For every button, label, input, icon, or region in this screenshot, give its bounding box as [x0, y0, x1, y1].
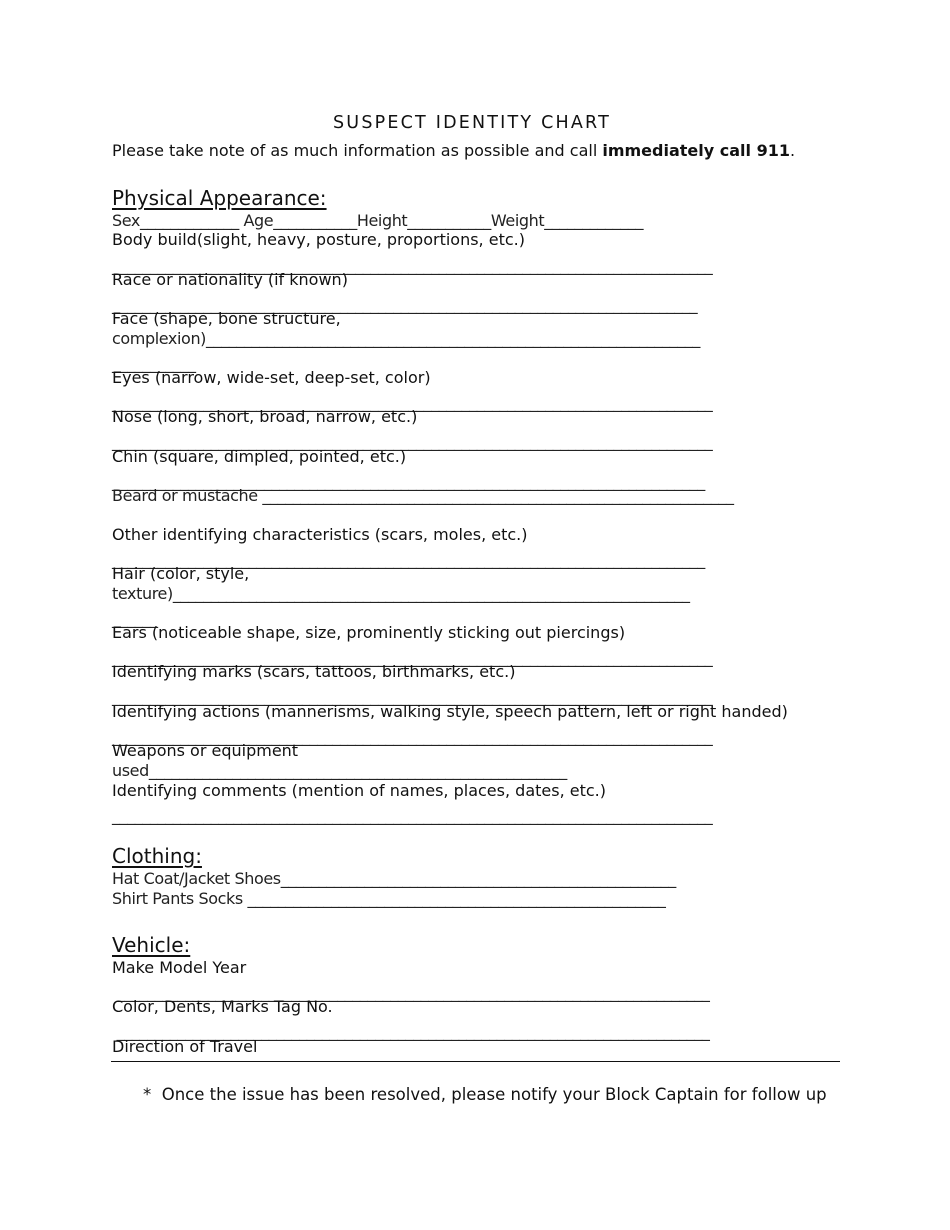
section-divider: [111, 1061, 840, 1062]
field-weapons-label: Weapons or equipment: [112, 741, 299, 760]
vehicle-field-2-line[interactable]: ______________________________________________________________________________: [112, 1022, 710, 1041]
physical-heading: Physical Appearance:: [112, 186, 327, 210]
page-title: SUSPECT IDENTITY CHART: [333, 113, 612, 133]
basics-field[interactable]: Sex_____________ Age___________Height___________Weight_____________: [112, 211, 644, 230]
field-hair-label: Hair (color, style,: [112, 564, 250, 583]
field-ears-line[interactable]: _______________________________________________________________________________: [112, 648, 713, 667]
clothing-line-1[interactable]: Hat Coat/Jacket Shoes____________________________________________________: [112, 869, 676, 888]
field-other-line[interactable]: ______________________________________________________________________________: [112, 550, 705, 569]
field-face-line[interactable]: ___________: [112, 354, 196, 373]
field-beard[interactable]: Beard or mustache ______________________________________________________________: [112, 486, 734, 505]
field-chin-label: Chin (square, dimpled, pointed, etc.): [112, 447, 407, 466]
field-face-label-2[interactable]: complexion)_________________________________________________________________: [112, 329, 701, 348]
field-marks-label: Identifying marks (scars, tattoos, birthmarks, etc.): [112, 662, 516, 681]
field-marks-line[interactable]: _______________________________________________________________________________: [112, 687, 713, 706]
field-body-build-line[interactable]: _______________________________________________________________________________: [112, 256, 713, 275]
field-hair-label-2[interactable]: texture)____________________________________________________________________: [112, 584, 690, 603]
field-ears-label: Ears (noticeable shape, size, prominently sticking out piercings): [112, 623, 626, 642]
field-race-line[interactable]: _____________________________________________________________________________: [112, 295, 698, 314]
field-actions-label: Identifying actions (mannerisms, walking style, speech pattern, left or right handed): [112, 702, 788, 721]
field-body-build-label: Body build(slight, heavy, posture, proportions, etc.): [112, 230, 525, 249]
field-chin-line[interactable]: ______________________________________________________________________________: [112, 472, 705, 491]
footer-note: * Once the issue has been resolved, please notify your Block Captain for follow up: [143, 1085, 827, 1104]
field-comments-line[interactable]: _______________________________________________________________________________: [112, 806, 713, 825]
vehicle-heading: Vehicle:: [112, 933, 191, 957]
clothing-heading: Clothing:: [112, 844, 202, 868]
field-hair-line[interactable]: ______: [112, 609, 158, 628]
vehicle-field-3-label: Direction of Travel: [112, 1037, 258, 1056]
field-comments-label: Identifying comments (mention of names, places, dates, etc.): [112, 781, 606, 800]
field-race-label: Race or nationality (if known): [112, 270, 348, 289]
field-actions-line[interactable]: _______________________________________________________________________________: [112, 727, 713, 746]
field-eyes-label: Eyes (narrow, wide-set, deep-set, color): [112, 368, 431, 387]
field-nose-label: Nose (long, short, broad, narrow, etc.): [112, 407, 418, 426]
intro-emphasis: immediately call 911: [602, 141, 790, 160]
vehicle-field-2-label: Color, Dents, Marks Tag No.: [112, 997, 333, 1016]
field-weapons-line[interactable]: used_______________________________________________________: [112, 761, 567, 780]
field-face-label: Face (shape, bone structure,: [112, 309, 341, 328]
field-eyes-line[interactable]: _______________________________________________________________________________: [112, 393, 713, 412]
field-other-label: Other identifying characteristics (scars, moles, etc.): [112, 525, 528, 544]
vehicle-field-1-label: Make Model Year: [112, 958, 247, 977]
intro-text-main: Please take note of as much information as possible and call: [112, 141, 603, 160]
vehicle-field-1-line[interactable]: ______________________________________________________________________________: [112, 983, 710, 1002]
field-nose-line[interactable]: _______________________________________________________________________________: [112, 432, 713, 451]
clothing-line-2[interactable]: Shirt Pants Socks _______________________________________________________: [112, 889, 666, 908]
intro-end: .: [789, 141, 796, 160]
intro-text: [112, 141, 795, 160]
